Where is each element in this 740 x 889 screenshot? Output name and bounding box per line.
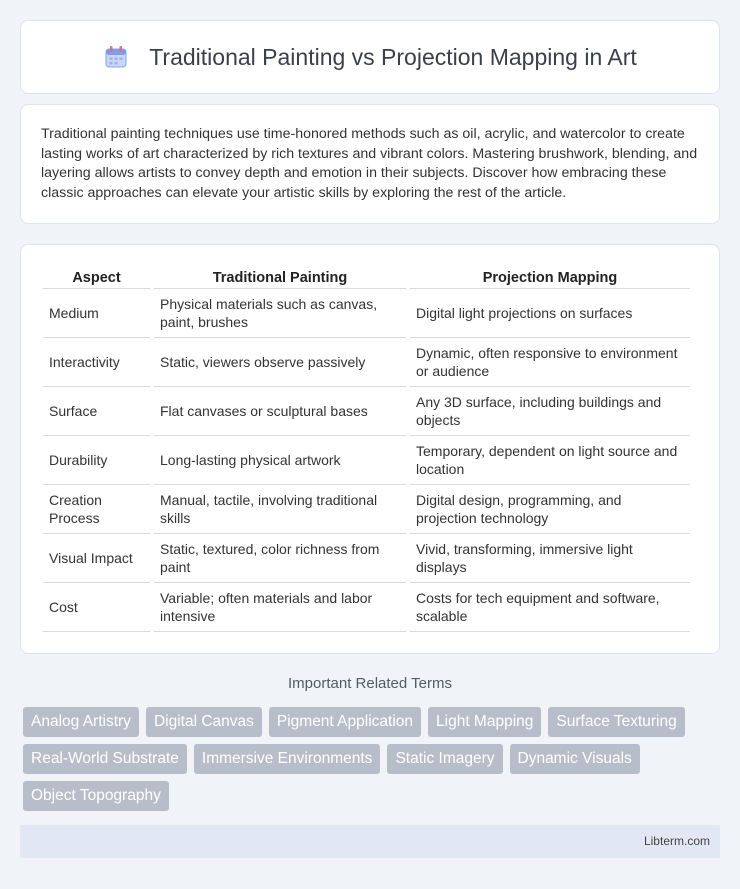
cell-projection: Costs for tech equipment and software, scalable xyxy=(410,583,690,632)
related-term-tag[interactable]: Digital Canvas xyxy=(146,707,262,737)
table-row xyxy=(43,583,690,632)
cell-projection: Digital design, programming, and projection technology xyxy=(410,485,690,534)
related-terms-list xyxy=(23,707,723,811)
cell-projection: Temporary, dependent on light source and location xyxy=(410,436,690,485)
header-traditional-painting: Traditional Painting xyxy=(154,267,406,289)
page-title: Traditional Painting vs Projection Mapping in Art xyxy=(149,43,637,70)
related-term-tag[interactable]: Surface Texturing xyxy=(548,707,684,737)
intro-paragraph: Traditional painting techniques use time-honored methods such as oil, acrylic, and watercolor to create lasting works of art characterized by rich textures and vibrant colors. Mastering brushwork, blending, and layering allows artists to convey depth and emotion in their subjects. Discover how embracing these classic approaches can elevate your artistic skills by exploring the rest of the article. xyxy=(41,126,698,201)
related-term-tag[interactable]: Immersive Environments xyxy=(194,744,381,774)
related-term-tag[interactable]: Static Imagery xyxy=(387,744,502,774)
table-row xyxy=(43,436,690,485)
cell-aspect: Creation Process xyxy=(43,485,150,534)
cell-aspect: Interactivity xyxy=(43,338,150,387)
table-row xyxy=(43,338,690,387)
cell-traditional: Physical materials such as canvas, paint, brushes xyxy=(154,289,406,338)
cell-aspect: Cost xyxy=(43,583,150,632)
cell-traditional: Long-lasting physical artwork xyxy=(154,436,406,485)
title-card xyxy=(20,20,720,94)
header-aspect: Aspect xyxy=(43,267,150,289)
cell-projection: Any 3D surface, including buildings and objects xyxy=(410,387,690,436)
footer-site-link[interactable]: Libterm.com xyxy=(643,834,710,848)
table-header-row xyxy=(43,267,690,289)
table-row xyxy=(43,289,690,338)
header-projection-mapping: Projection Mapping xyxy=(410,267,690,289)
intro-card xyxy=(20,104,720,224)
related-term-tag[interactable]: Analog Artistry xyxy=(23,707,139,737)
cell-aspect: Medium xyxy=(43,289,150,338)
comparison-table xyxy=(39,267,694,632)
cell-traditional: Variable; often materials and labor intensive xyxy=(154,583,406,632)
cell-traditional: Static, viewers observe passively xyxy=(154,338,406,387)
related-terms-heading: Important Related Terms xyxy=(288,675,452,692)
cell-projection: Vivid, transforming, immersive light displays xyxy=(410,534,690,583)
comparison-card xyxy=(20,244,720,654)
table-row xyxy=(43,485,690,534)
cell-aspect: Visual Impact xyxy=(43,534,150,583)
cell-traditional: Flat canvases or sculptural bases xyxy=(154,387,406,436)
cell-traditional: Static, textured, color richness from paint xyxy=(154,534,406,583)
cell-traditional: Manual, tactile, involving traditional skills xyxy=(154,485,406,534)
cell-projection: Digital light projections on surfaces xyxy=(410,289,690,338)
table-row xyxy=(43,387,690,436)
cell-aspect: Durability xyxy=(43,436,150,485)
related-term-tag[interactable]: Object Topography xyxy=(23,781,169,811)
related-term-tag[interactable]: Dynamic Visuals xyxy=(510,744,640,774)
cell-projection: Dynamic, often responsive to environment or audience xyxy=(410,338,690,387)
related-term-tag[interactable]: Light Mapping xyxy=(428,707,541,737)
related-term-tag[interactable]: Pigment Application xyxy=(269,707,421,737)
related-term-tag[interactable]: Real-World Substrate xyxy=(23,744,187,774)
table-row xyxy=(43,534,690,583)
cell-aspect: Surface xyxy=(43,387,150,436)
footer xyxy=(20,825,720,858)
calendar-icon xyxy=(103,44,129,70)
